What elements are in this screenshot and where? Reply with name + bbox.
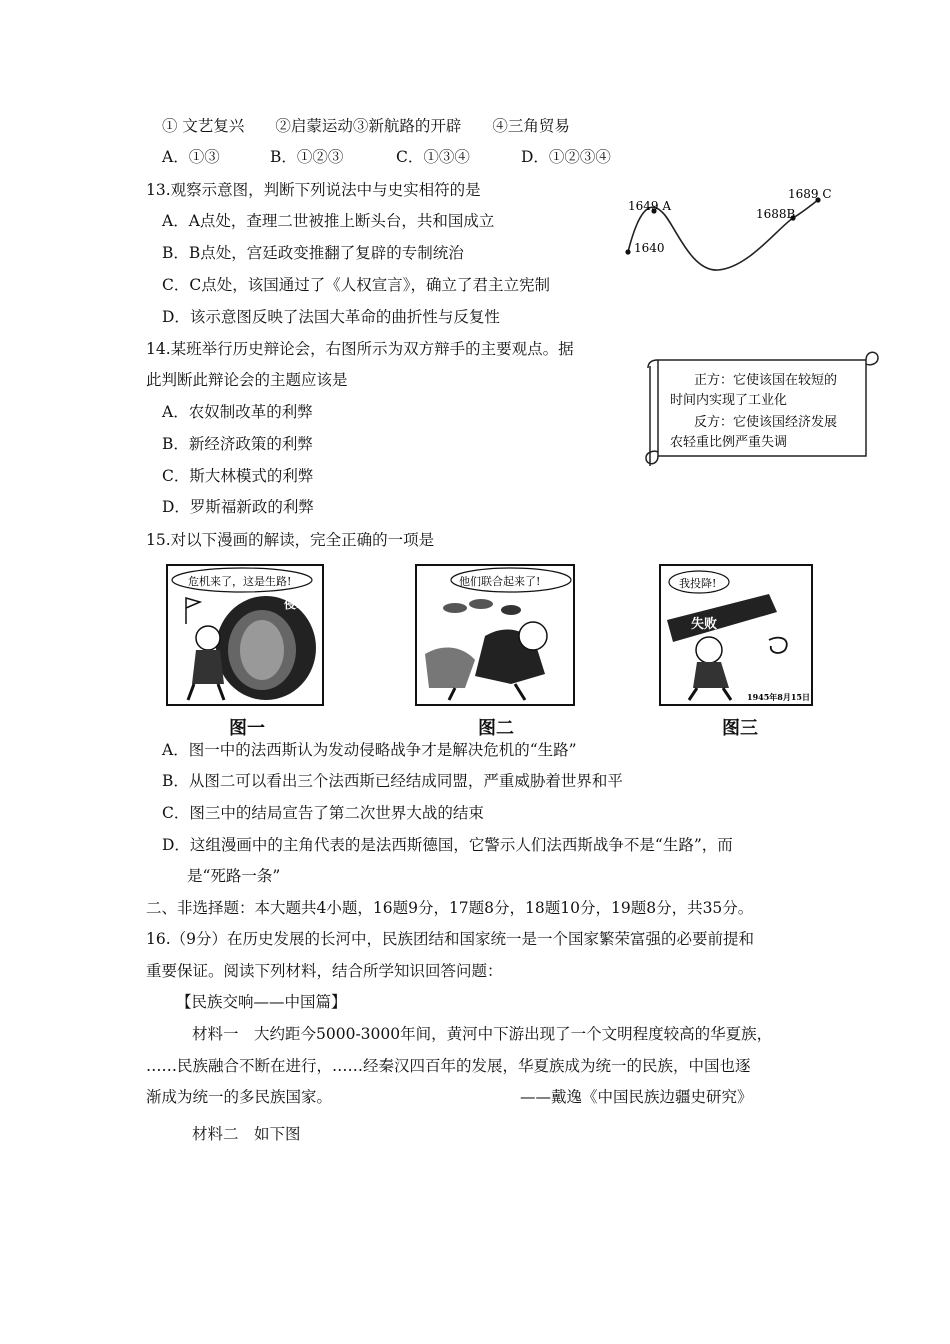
label-1649-a: 1649 A [628,199,672,213]
material-2-label: 材料二 如下图 [192,1125,301,1143]
q14-option-d: D．罗斯福新政的利弊 [162,498,314,516]
cartoon-2 [415,564,575,706]
q12-option-d: D．①②③④ [521,148,611,166]
figure-head [196,626,220,650]
cartoon-3-tag: 失败 [691,617,718,632]
q15-option-d-line2: 是“死路一条” [187,867,281,885]
point-1640 [625,249,630,254]
q13-stem: 13.观察示意图，判断下列说法中与史实相符的是 [146,181,481,199]
q13-option-a: A．A点处，查理二世被推上断头台，共和国成立 [162,212,495,230]
scroll-line1: 正方：它使该国在较短的 [694,373,838,388]
cartoon-3-bubble: 我投降! [679,577,717,590]
q15-option-a: A．图一中的法西斯认为发动侵略战争才是解决危机的“生路” [162,741,577,759]
label-1689-c: 1689 C [788,187,832,201]
caption-figure-3: 图三 [722,718,758,739]
material-1-line2: ……民族融合不断在进行，……经秦汉四百年的发展，华夏族成为统一的民族，中国也逐 [146,1057,751,1075]
q15-option-b: B．从图二可以看出三个法西斯已经结成同盟，严重威胁着世界和平 [162,772,623,790]
cartoon-3-date: 1945年8月15日 [747,692,810,702]
q12-option-a: A．①③ [162,148,220,166]
q14-option-a: A．农奴制改革的利弊 [162,403,313,421]
q14-option-b: B．新经济政策的利弊 [162,435,313,453]
material-1-line3: 渐成为统一的多民族国家。 [146,1088,333,1106]
q14-stem-line1: 14.某班举行历史辩论会，右图所示为双方辩手的主要观点。据 [146,340,574,358]
q15-option-d-line1: D．这组漫画中的主角代表的是法西斯德国，它警示人们法西斯战争不是“生路”，而 [162,836,733,854]
debate-scroll [640,348,880,474]
scroll-line4: 农轻重比例严重失调 [670,435,788,450]
caption-figure-1: 图一 [229,718,265,739]
q12-option-b: B．①②③ [270,148,344,166]
cartoon-3 [659,564,813,706]
q14-stem-line2: 此判断此辩论会的主题应该是 [146,371,348,389]
material-1-source: ——戴逸《中国民族边疆史研究》 [520,1088,753,1106]
cartoon-1 [166,564,324,706]
cartoon-1-bubble: 危机来了，这是生路! [188,575,292,588]
cartoon-2-bubble: 他们联合起来了! [459,575,541,588]
label-1688-b: 1688B [756,207,796,221]
q15-option-c: C．图三中的结局宣告了第二次世界大战的结束 [162,804,484,822]
label-1640: 1640 [634,241,665,255]
q16-stem-line1: 16.（9分）在历史发展的长河中，民族团结和国家统一是一个国家繁荣富强的必要前提和 [146,930,755,948]
cartoon-1-tag: 侵略 [284,597,309,611]
material-1-line1: 材料一 大约距今5000-3000年间，黄河中下游出现了一个文明程度较高的华夏族， [192,1025,773,1043]
q16-stem-line2: 重要保证。阅读下列材料，结合所学知识回答问题： [146,962,503,980]
q12-items: ① 文艺复兴 ②启蒙运动③新航路的开辟 ④三角贸易 [162,117,570,135]
q13-option-b: B．B点处，宫廷政变推翻了复辟的专制统治 [162,244,464,262]
q14-option-c: C．斯大林模式的利弊 [162,467,314,485]
q13-option-d: D．该示意图反映了法国大革命的曲折性与反复性 [162,308,500,326]
scroll-line2: 时间内实现了工业化 [670,393,788,408]
q13-option-c: C．C点处，该国通过了《人权宣言》，确立了君主立宪制 [162,276,550,294]
history-wave-diagram [618,184,838,284]
caption-figure-2: 图二 [478,718,514,739]
part2-heading: 二、非选择题：本大题共4小题，16题9分，17题8分，18题10分，19题8分，共35分。 [146,899,754,917]
q15-stem: 15.对以下漫画的解读，完全正确的一项是 [146,531,435,549]
scroll-line3: 反方：它使该国经济发展 [694,415,838,430]
q16-section-title: 【民族交响——中国篇】 [176,993,347,1011]
q12-option-c: C．①③④ [396,148,470,166]
